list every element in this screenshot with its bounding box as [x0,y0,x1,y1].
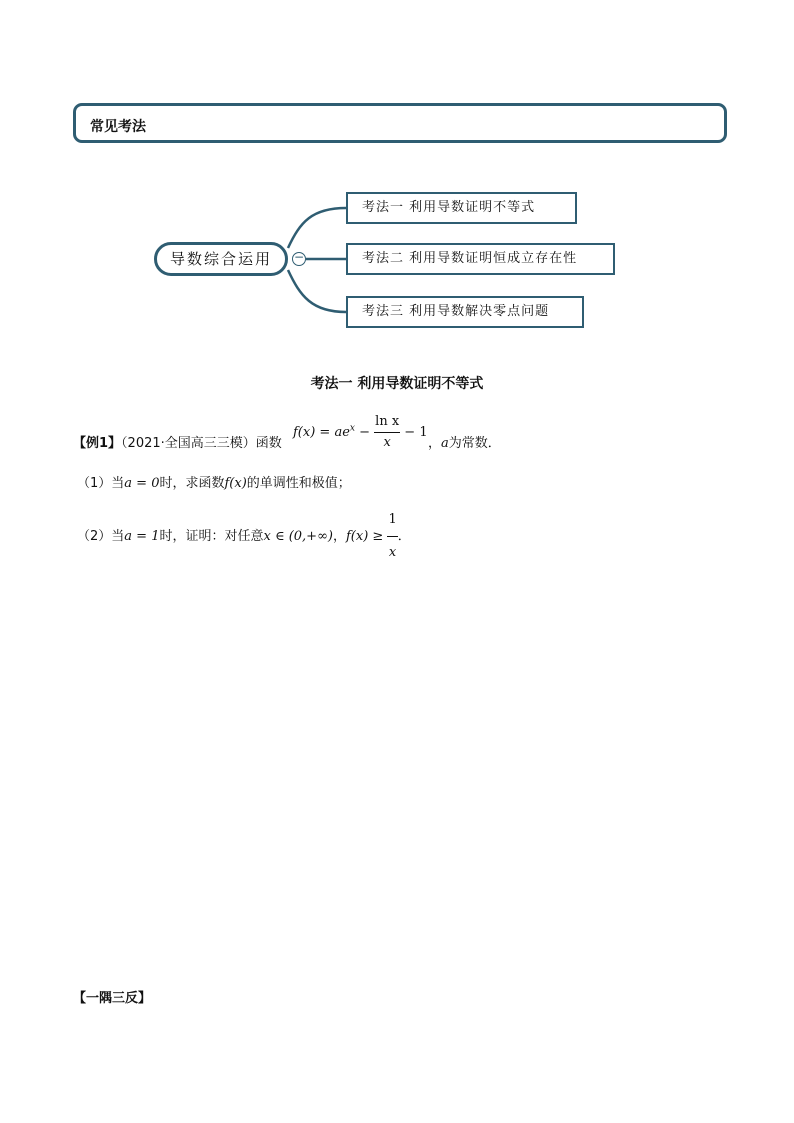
question-1 [77,472,351,491]
section-header-title: 常见考法 [90,119,146,135]
formula-lhs: f(x) = ae [293,425,350,440]
q2-fraction-numerator: 1 [387,504,397,537]
practice-label: 【一隅三反】 [73,991,152,1006]
section-title: 考法一 利用导数证明不等式 [310,376,484,392]
example-suffix-line [428,432,501,451]
var-a: a [441,436,449,451]
q2-fraction [387,504,397,569]
fraction-numerator: ln x [374,412,400,433]
example-suffix: 为常数． [448,436,501,451]
q2-domain: x ∈ (0,+∞) [263,529,333,544]
q1-suffix: 的单调性和极值； [246,476,351,491]
example-label-line [73,432,282,451]
q2-comma: ， [332,529,346,544]
q2-inequality: f(x) ≥ [346,529,384,544]
q2-condition: a = 1 [124,529,160,544]
q1-mid: 时，求函数 [159,476,225,491]
mindmap-root-node: 导数综合运用 [154,242,288,276]
q2-fraction-denominator: x [388,545,397,560]
q1-function: f(x) [224,476,247,491]
formula-tail: − 1 [404,425,428,440]
q1-prefix: （1）当 [77,476,125,491]
mindmap-branch-3: 考法三 利用导数解决零点问题 [346,296,584,328]
question-2 [77,504,411,569]
example-tag: 【例1】 [73,436,122,451]
formula-comma: ， [428,436,442,451]
q2-mid: 时，证明：对任意 [159,529,264,544]
formula-fraction [374,412,400,453]
example-formula [293,412,428,453]
example-source: （2021·全国高三三模）函数 [121,436,282,451]
q2-prefix: （2）当 [77,529,125,544]
connector-branch-1 [288,208,346,248]
fraction-denominator: x [383,435,391,450]
mindmap-branch-1: 考法一 利用导数证明不等式 [346,192,577,224]
connector-branch-3 [288,270,346,312]
formula-minus: − [359,425,371,440]
q2-end: ． [397,529,411,544]
q1-condition: a = 0 [124,476,160,491]
formula-exponent: x [349,423,355,434]
collapse-icon[interactable]: − [293,250,305,264]
mindmap-branch-2: 考法二 利用导数证明恒成立存在性 [346,243,615,275]
